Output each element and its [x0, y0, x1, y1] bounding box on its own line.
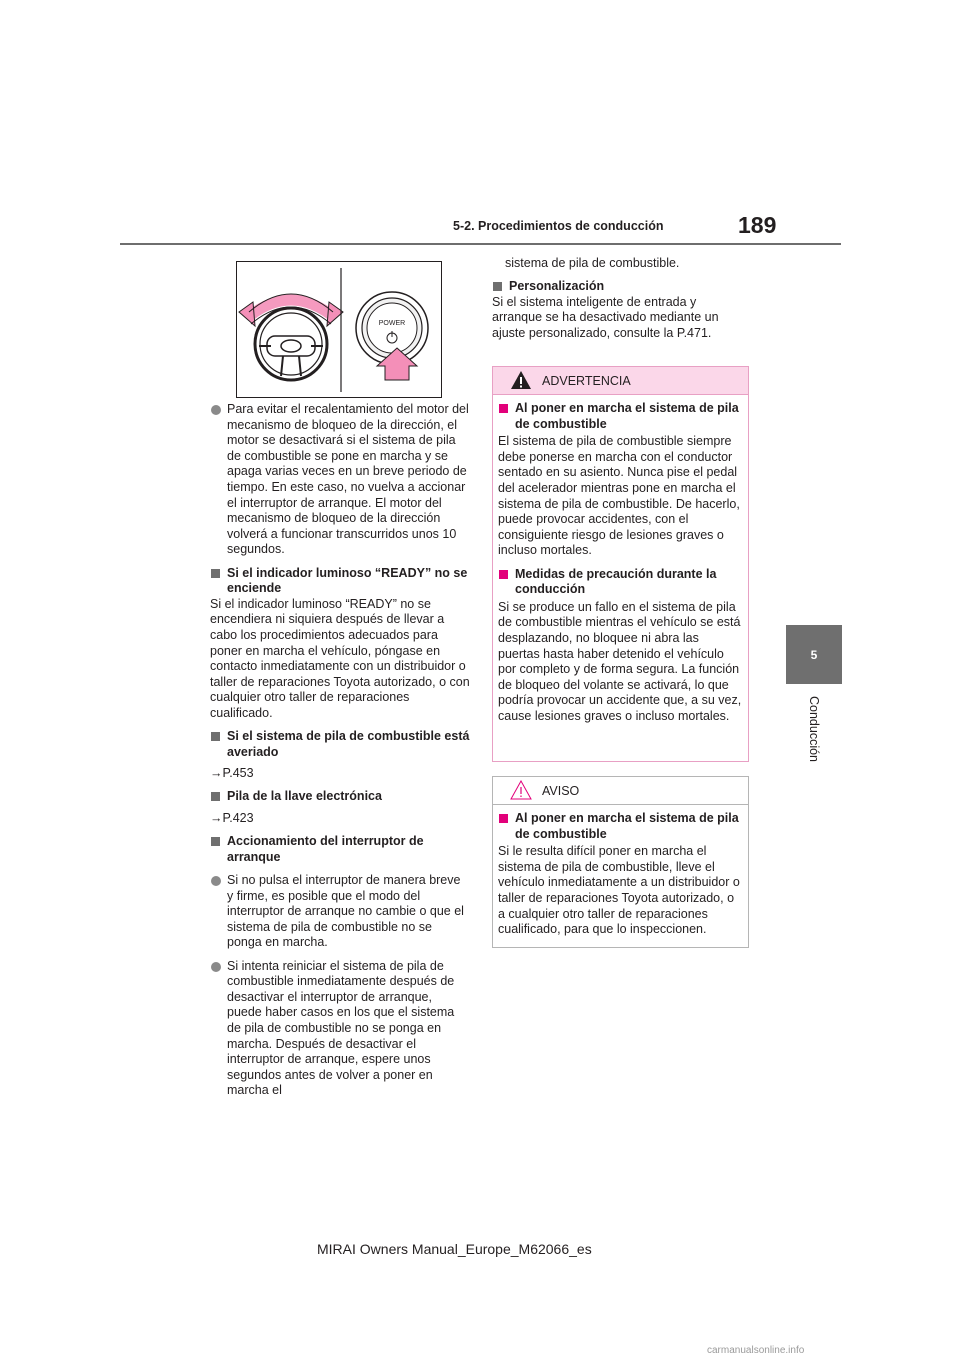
steering-wheel-and-power-button-icon [237, 262, 441, 397]
heading-customization: Personalización [492, 279, 748, 295]
right-column [492, 256, 748, 349]
notice-heading-start: Al poner en marcha el sistema de pila de combustible [498, 811, 743, 842]
warning-triangle-icon [510, 370, 532, 390]
page-number: 189 [738, 212, 777, 238]
warning-title: ADVERTENCIA [542, 374, 631, 388]
warning-para-start: El sistema de pila de combustible siempre debe ponerse en marcha con el conductor sentado en su asiento. Nunca pise el pedal del acelerador mientras pone en marcha el sistema de pila de combustible. De hacerlo, puede provocar accidentes, con el consiguiente riesgo de lesiones graves o incluso mortales. [498, 434, 740, 558]
caution-triangle-icon [510, 780, 532, 800]
rotation-arrow-icon [239, 294, 343, 326]
heading-system-fault: Si el sistema de pila de combustible está averiado [210, 729, 470, 760]
footer-manual-name: MIRAI Owners Manual_Europe_M62066_es [317, 1241, 592, 1257]
continuation-text: sistema de pila de combustible. [505, 256, 680, 270]
para-customization: Si el sistema inteligente de entrada y arranque se ha desactivado mediante un ajuste personalizado, consulte la P.471. [492, 294, 719, 340]
watermark: carmanualsonline.info [707, 1345, 805, 1356]
heading-ready-indicator: Si el indicador luminoso “READY” no se enciende [210, 566, 470, 597]
ref-key-battery[interactable]: →P.423 [210, 811, 254, 826]
bullet-press-firmly: Si no pulsa el interruptor de manera breve y firme, es posible que el modo del interruptor de arranque no cambie o que el sistema de pila de combustible no se ponga en marcha. [210, 873, 470, 951]
steering-lock-illustration [236, 261, 442, 398]
bullet-restart: Si intenta reiniciar el sistema de pila de combustible inmediatamente después de desactivar el interruptor de arranque, puede haber casos en los que el sistema de pila de combustible no se ponga en marcha. Después de desactivar el interruptor de arranque, espere unos segundos antes de volver a poner en marcha el [210, 959, 470, 1099]
chapter-number: 5 [810, 647, 818, 662]
notice-box [492, 776, 749, 948]
ref-system-fault[interactable]: →P.453 [210, 766, 254, 781]
para-ready-indicator: Si el indicador luminoso “READY” no se encendiera ni siquiera después de llevar a cabo los procedimientos adecuados para poner en marcha el vehículo, póngase en contacto inmediatamente con un distribuidor o taller de reparaciones Toyota autorizado, o con cualquier otro taller de reparaciones cualificado. [210, 596, 470, 720]
header-rule [120, 243, 841, 245]
chapter-tab[interactable] [786, 625, 842, 684]
power-label: POWER [378, 320, 406, 327]
warning-box [492, 366, 749, 762]
left-column [210, 402, 470, 1107]
steering-wheel-icon [255, 308, 327, 380]
bullet-steering-lock: Para evitar el recalentamiento del motor del mecanismo de bloqueo de la dirección, el motor se desactivará si el sistema de pila de combustible se pone en marcha y se apaga varias veces en un breve periodo de tiempo. En este caso, no vuelva a accionar el interruptor de arranque. El motor del mecanismo de bloqueo de la dirección volverá a funcionar transcurridos unos 10 segundos. [210, 402, 470, 558]
section-title: 5-2. Procedimientos de conducción [453, 219, 664, 233]
heading-start-switch: Accionamiento del interruptor de arranque [210, 834, 470, 865]
warning-header [493, 367, 748, 395]
warning-para-driving: Si se produce un fallo en el sistema de pila de combustible mientras el vehículo se está desplazando, no bloquee ni abra las puertas hasta haber detenido el vehículo por completo y de forma segura. La función de bloqueo del volante se activará, lo que podría provocar un accidente que, a su vez, cause lesiones graves o incluso mortales. [498, 599, 742, 723]
chapter-label-text: Conducción [807, 695, 822, 763]
chapter-label [786, 690, 842, 768]
warning-heading-start: Al poner en marcha el sistema de pila de combustible [498, 401, 743, 432]
notice-title: AVISO [542, 784, 580, 798]
notice-header [493, 777, 748, 805]
notice-para-start: Si le resulta difícil poner en marcha el sistema de pila de combustible, lleve el vehículo inmediatamente a un distribuidor o taller de reparaciones Toyota autorizado, o a cualquier otro taller de reparaciones cualificado, para que lo inspeccionen. [498, 844, 740, 937]
warning-heading-driving: Medidas de precaución durante la conducción [498, 567, 743, 598]
heading-key-battery: Pila de la llave electrónica [210, 789, 470, 805]
